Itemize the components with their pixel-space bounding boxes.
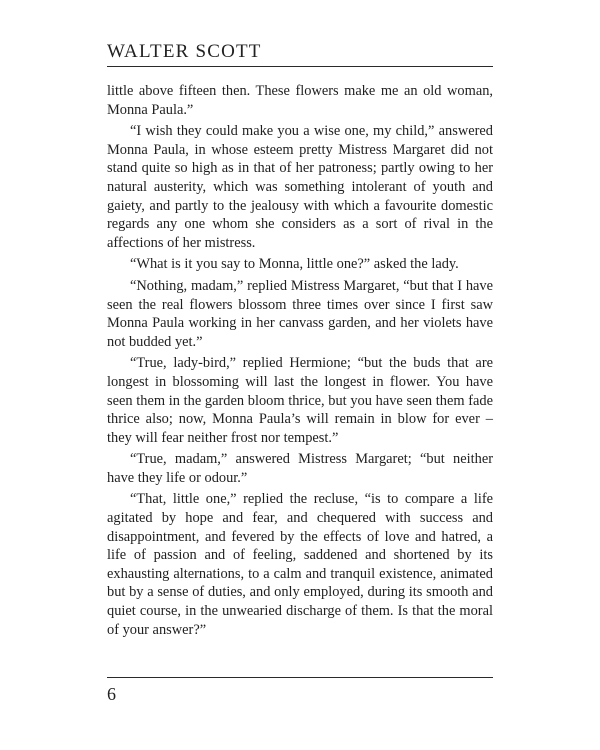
running-head: WALTER SCOTT	[107, 41, 262, 62]
paragraph: “True, lady-bird,” replied Hermione; “but the buds that are longest in blossoming will last the longest in flower. You have seen them in the garden bloom thrice, but you have seen them fade thrice also; now, Monna Paula’s will remain in blow for ever – they will fear neither frost nor tempest.”	[107, 355, 493, 446]
footer-rule	[107, 677, 493, 678]
paragraph: “I wish they could make you a wise one, my child,” answered Monna Paula, in whose esteem pretty Mistress Margaret did not stand quite so high as in that of her patroness; partly owing to her natural austerity, which was something intolerant of youth and gaiety, and partly to the jealousy with which a favourite domestic regards any one whom she considers as a sort of rival in the affections of her mistress.	[107, 123, 493, 251]
paragraph: little above fifteen then. These flowers make me an old woman, Monna Paula.”	[107, 83, 493, 118]
page-number: 6	[107, 684, 116, 704]
paragraph: “What is it you say to Monna, little one?” asked the lady.	[130, 256, 459, 273]
header-rule	[107, 66, 493, 67]
paragraph: “Nothing, madam,” replied Mistress Margaret, “but that I have seen the real flowers blossom three times over since I first saw Monna Paula working in her canvass garden, and her violets have not budded yet.”	[107, 277, 493, 350]
body-text	[107, 82, 493, 639]
paragraph: “True, madam,” answered Mistress Margaret; “but neither have they life or odour.”	[107, 451, 493, 486]
paragraph: “That, little one,” replied the recluse, “is to compare a life agitated by hope and fear, and chequered with success and disappointment, and fevered by the effects of love and hatred, a life of passion and of feeling, saddened and shortened by its exhausting alternations, to a calm and tranquil existence, animated but by a sense of duties, and only employed, during its smooth and quiet course, in the unwearied discharge of them. Is that the moral of your answer?”	[107, 491, 493, 638]
